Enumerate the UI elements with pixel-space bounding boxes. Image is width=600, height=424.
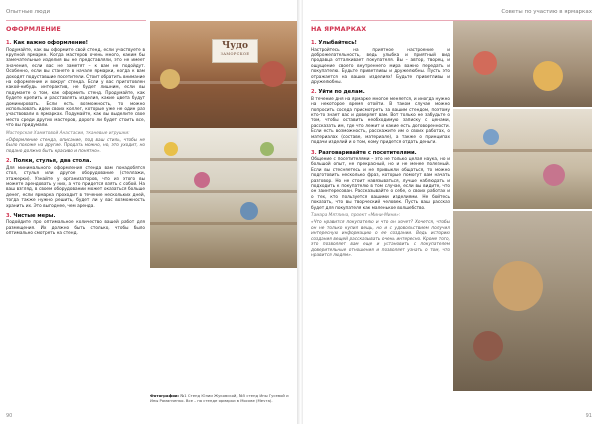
quote-text: «Что нравится покупателю и что он хочет? Хочется, чтобы он не только купил вещь, но и с удовольствием получил интересную информацию о ее создании. Ведь историю создания вещей рассказывать очень интересно. Кроме того, это позволяет вам еще и установить с покупателем доверительные отношения и позволяет узнать о том, что нравится людям». <box>311 220 450 258</box>
left-page-number: 90 <box>6 413 13 419</box>
paragraph: Подойдите про оптимальное количество вашей работ для размещения. Их должно быть столько, чтобы было оптимально смотреть на стенд. <box>6 220 145 237</box>
shelf <box>150 222 297 225</box>
right-running-head: Советы по участию в ярмарках <box>501 9 592 15</box>
heading-1: 1. Как важно оформление! <box>6 40 89 46</box>
shelf <box>453 149 592 152</box>
heading-2: 2. Уйти по делам. <box>311 89 365 96</box>
stall-photo-top <box>150 21 297 129</box>
dummy-blob <box>473 331 503 361</box>
fair-photo-2 <box>453 109 592 209</box>
right-column-1 <box>311 36 450 260</box>
dummy-blob <box>160 69 180 89</box>
dummy-blob <box>260 142 274 156</box>
shelf <box>150 158 297 161</box>
heading-3: 3. Чистые меры. <box>6 212 56 219</box>
left-page <box>0 0 297 424</box>
dummy-blob <box>260 61 286 87</box>
paragraph: Для минимального оформления стенда вам понадобятся стол, стулья или другое оборудование (стеллажи, этажерки). Узнайте у организаторов, что из этого вы можете арендовать у них, а что придется взять с собой. На ваш взгляд, в своем оборудовании может оказаться больше денег, если ярмарка проходит в течение нескольких дней, тогда также нужно решить, будет ли у вас возможность хранить их. Это выгоднее, чем аренда. <box>6 165 145 209</box>
stall-photo-middle <box>150 128 297 268</box>
dummy-blob <box>543 164 565 186</box>
right-page <box>303 0 600 424</box>
left-column-1 <box>6 36 145 239</box>
dummy-blob <box>240 202 258 220</box>
dummy-blob <box>483 129 499 145</box>
dummy-blob <box>164 142 178 156</box>
right-page-number: 91 <box>585 413 592 419</box>
dummy-blob <box>473 51 497 75</box>
heading-1: 1. Улыбайтесь! <box>311 40 357 46</box>
heading-3: 3. Разговаривайте с посетителями. <box>311 149 417 156</box>
paragraph: Подумайте, как вы оформите свой стенд, если участвуете в крупной ярмарке. Когда мастеров очень много, каким бы замечательные изделия вы не представляли, это не имеет значения, если вас не заметят – к вам не подойдут. Особенно, если вы станете в начале ярмарки, когда к вам доходят подуставшие посетители. Стоит обратить внимание на оформление и вокруг стенда. Если у вас приготовлен какой-нибудь интерактив, не будет лишним, если вы подумаете о том, как оформить стенд. Продумайте, как будете крепить и расставлять изделия, какие цвета будут доминировать. Если есть возможность, то можно использовать идеи своих коллег, которые уже не один раз участвовали в ярмарках. Подумайте, как вы выделите свое место среди других мастеров, дорого ли будет стоить все, что вы придумали. <box>6 47 145 129</box>
photo-caption: Фотографии: №1 Стенд Юлии Жуковской, №5 стенд Ины Гусевой и Ины Романченко. Все – на стенде ярмарки в Москве (Мечта). <box>150 393 289 403</box>
left-running-head: Опытные люди <box>6 9 51 15</box>
shelf <box>150 190 297 193</box>
fair-photo-3 <box>453 211 592 391</box>
dummy-blob <box>194 172 210 188</box>
left-header-rule <box>6 20 146 21</box>
shop-sign: Чудо ЗАМОРСКОЕ <box>212 39 258 63</box>
paragraph: В течение дня на ярмарке многое меняется, и иногда нужно на некоторое время отойти. В таком случае можно попросить соседа присмотреть за вашим стендом, поэтому кто-то знает вас и доверяет вам. Вот только не забудьте о том, чтобы оставить необходимую записку с ценами, рассказать им, где что лежит и какие есть договоренности. Если есть возможность, расскажите им о своих работах, о материалах (составе, материале), а также о принципах подачи изделий и о том, кому придется отдать деньги. <box>311 96 450 146</box>
right-section-title: НА ЯРМАРКАХ <box>311 25 367 33</box>
left-section-title: ОФОРМЛЕНИЕ <box>6 25 61 33</box>
quote-source: Мастерская Хамитовой Анастасии, тканевые игрушки: <box>6 130 130 136</box>
quote-source: Тамара Мятлина, проект «Мини-Мини»: <box>311 213 401 219</box>
paragraph: Общение с посетителями – это не только целая наука, но и большой опыт, не прекрасный, но и не менее полезный. Если вы стесняетесь и не привыкли общаться, то можно подготовить несколько фраз, которые помогут вам начать разговор. Но не стоит навязываться, лучше наблюдать и подходить к покупателю в том случае, если вы видите, что он заинтересован. Рассказывайте о себе, о своих работах и о тех, кто пользуется вашими изделиями. Не бойтесь показать, что вы творческий человек. Пусть ваш рассказ будет для покупателя как маленькое волшебство. <box>311 157 450 211</box>
quote-text: «Оформление стенда, описание, под ваш стиль, чтобы не было похоже на другие. Продать можно, но, это уходит, но подано должно быть красиво и понятно». <box>6 138 145 154</box>
dummy-blob <box>493 261 543 311</box>
paragraph: Настройтесь на приятное настроение и доброжелательность, ведь улыбка и приятный вид продавца отталкивает покупателя. Вы – автор, творец, и ощущение своего внутреннего мира важно передать и покупателю. Будьте приветливы и дружелюбны. Пусть это отражается на ваших изделиях! Будьте приветливы и дружелюбны. <box>311 47 450 85</box>
fair-photo-1 <box>453 21 592 107</box>
dummy-blob <box>533 61 563 91</box>
heading-2: 2. Полки, стулья, два стола. <box>6 158 92 165</box>
